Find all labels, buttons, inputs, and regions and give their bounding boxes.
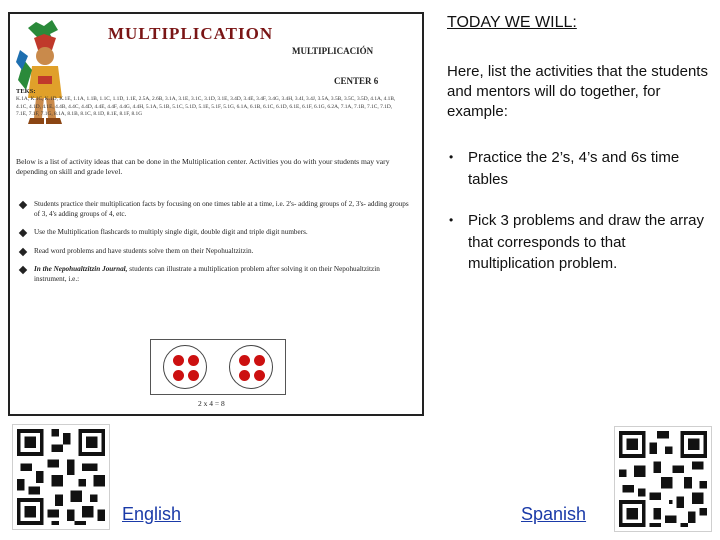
english-link[interactable]: English bbox=[122, 504, 182, 524]
array-illustration bbox=[150, 339, 286, 395]
document-activity-item bbox=[18, 228, 414, 238]
document-activity-text: solving it on their Nepohualtzitzin instrument, i.e.: bbox=[34, 265, 380, 283]
diamond-bullet-icon bbox=[19, 248, 27, 256]
bullet-icon: • bbox=[449, 150, 454, 164]
document-activity-list bbox=[18, 200, 414, 294]
example-activity-list bbox=[448, 147, 710, 275]
document-intro: Below is a list of activity ideas that can be done in the Multiplication center. Activities you do with your students may vary depending on skill and grade level. bbox=[16, 157, 390, 176]
qr-code-spanish-icon[interactable] bbox=[614, 426, 712, 532]
spanish-link[interactable]: Spanish bbox=[521, 504, 587, 524]
group-circle bbox=[229, 345, 273, 389]
multiplication-center-document bbox=[8, 12, 424, 416]
diamond-bullet-icon bbox=[19, 266, 27, 274]
document-title: MULTIPLICATION bbox=[108, 24, 274, 43]
array-dot bbox=[173, 370, 184, 381]
qr-code-english-icon[interactable] bbox=[12, 424, 110, 530]
document-activity-item bbox=[18, 247, 414, 257]
document-activity-text: Students practice their multiplication facts by focusing on one times table at a time, i.e. 2's- adding groups of 2, 3's- adding groups of 3, 4's adding groups of 4, etc. bbox=[34, 200, 409, 218]
document-subtitle: MULTIPLICACIÓN bbox=[292, 46, 374, 56]
document-center-number: CENTER 6 bbox=[334, 76, 379, 86]
document-activity-item bbox=[18, 265, 414, 284]
array-dot bbox=[239, 355, 250, 366]
example-activity-text: Practice the 2’s, 4’s and 6s time tables bbox=[468, 149, 680, 188]
diamond-bullet-icon bbox=[19, 201, 27, 209]
document-activity-text: Read word problems and have students solve them on their Nepohualtzitzin. bbox=[34, 246, 254, 255]
array-dot bbox=[188, 370, 199, 381]
teks-label: TEKS: bbox=[16, 88, 36, 95]
example-activity-item bbox=[448, 210, 710, 275]
array-dot bbox=[188, 355, 199, 366]
bullet-icon: • bbox=[449, 213, 454, 227]
teks-codes: K.1A, K.1C, K.1D, K.1E, 1.1A, 1.1B, 1.1C, 1.1D, 1.1E, 2.5A, 2.6B, 3.1A, 3.1E, 3.1C, 3.1D, 3.1E, 3.4D, 3.4E, 3.4F, 3.4G, 3.4H, 3.4I, 3.4J, 3.5A, 3.5B, 3.5C, 3.5D, 4.1A, 4.1B, 4.1C, 4.1D, 4.1E, 4.4B, 4.4C, 4.4D, 4.4E, 4.4F, 4.4G, 4.4H, 5.1A, 5.1B, 5.1C, 5.1D, 5.1E, 5.1F, 5.1G, 6.1A, 6.1B, 6.1C, 6.1D, 6.1E, 6.1F, 6.1G, 6.2A, 7.1A, 7.1B, 7.1C, 7.1D, 7.1E, 7.1F, 7.1G, 8.1A, 8.1B, 8.1C, 8.1D, 8.1E, 8.1F, 8.1G bbox=[16, 96, 396, 118]
array-dot bbox=[254, 370, 265, 381]
today-we-will-heading: TODAY WE WILL: bbox=[447, 14, 577, 31]
group-circle bbox=[163, 345, 207, 389]
array-dot bbox=[254, 355, 265, 366]
qr-code-icon bbox=[13, 425, 109, 529]
array-dot bbox=[173, 355, 184, 366]
document-activity-text: students can illustrate a multiplication problem after bbox=[127, 265, 282, 274]
example-activity-item bbox=[448, 147, 710, 190]
array-equation: 2 x 4 = 8 bbox=[198, 399, 225, 408]
diamond-bullet-icon bbox=[19, 229, 27, 237]
document-activity-text: Use the Multiplication flashcards to multiply single digit, double digit and triple digit numbers. bbox=[34, 228, 308, 237]
instructions-text: Here, list the activities that the students and mentors will do together, for example: bbox=[447, 63, 708, 120]
qr-code-icon bbox=[615, 427, 711, 531]
example-activity-text: Pick 3 problems and draw the array that corresponds to that multiplication problem. bbox=[468, 212, 704, 272]
array-dot bbox=[239, 370, 250, 381]
document-activity-item bbox=[18, 200, 414, 219]
journal-title: In the Nepohualtzitzin Journal, bbox=[34, 265, 128, 274]
